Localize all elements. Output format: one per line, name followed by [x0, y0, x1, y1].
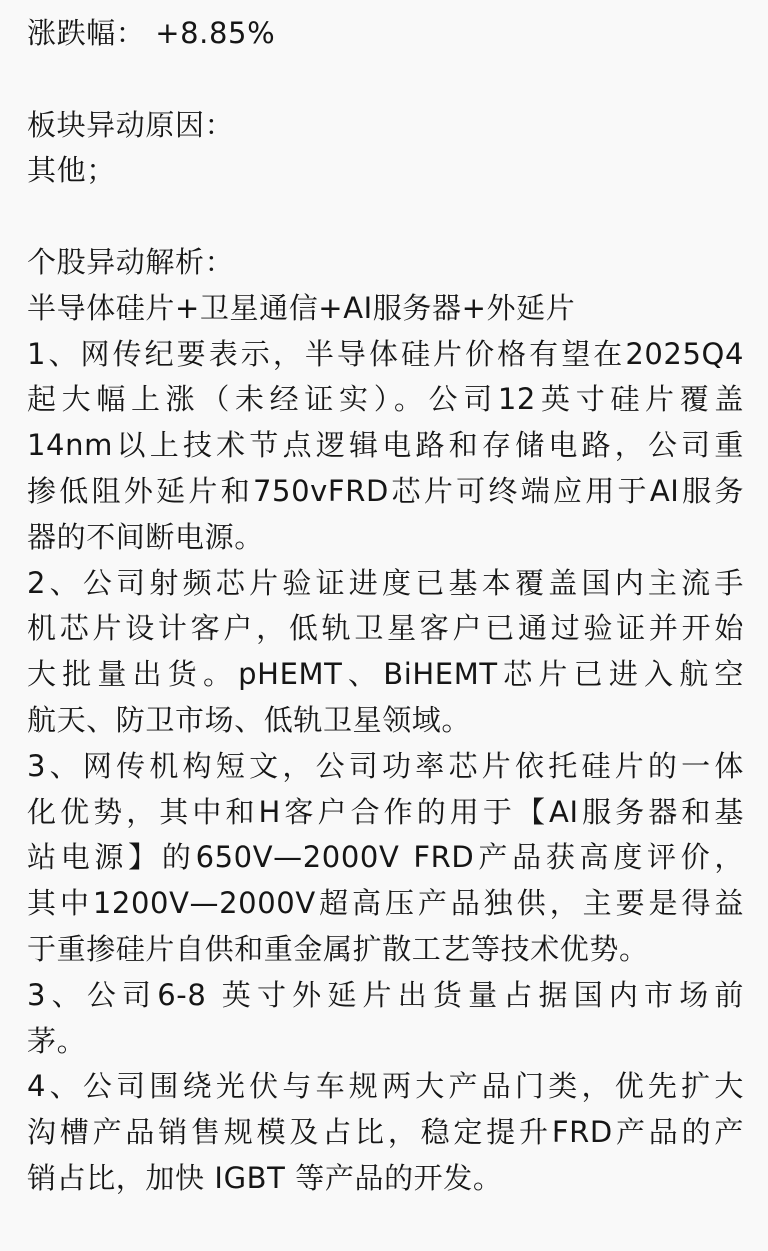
paragraph-line: 化优势，其中和H客户合作的用于【AI服务器和基 [27, 794, 744, 829]
paragraph-line: 起大幅上涨（未经证实）。公司12英寸硅片覆盖 [27, 382, 744, 417]
paragraph-line: 茅。 [27, 1023, 87, 1058]
paragraph-line: 其中1200V—2000V超高压产品独供，主要是得益 [27, 886, 744, 921]
analysis-item-1 [27, 332, 744, 561]
paragraph-line: 销占比，加快 IGBT 等产品的开发。 [27, 1160, 503, 1195]
paragraph-line: 于重掺硅片自供和重金属扩散工艺等技术优势。 [27, 931, 649, 966]
paragraph-line: 航天、防卫市场、低轨卫星领域。 [27, 702, 472, 737]
paragraph-line: 掺低阻外延片和750vFRD芯片可终端应用于AI服务 [27, 473, 744, 508]
price-change: 涨跌幅： +8.85% [27, 16, 276, 50]
analysis-item-4 [27, 973, 744, 1065]
paragraph-line: 1、网传纪要表示，半导体硅片价格有望在2025Q4 [27, 336, 744, 371]
analysis-item-2 [27, 561, 744, 744]
spacer [27, 194, 744, 240]
analysis-item-3 [27, 744, 744, 973]
stock-analysis-label: 个股异动解析： [27, 244, 235, 279]
paragraph-line: 4、公司围绕光伏与车规两大产品门类，优先扩大 [27, 1069, 744, 1104]
sector-reason-label: 板块异动原因： [27, 107, 235, 142]
concept-tags: 半导体硅片+卫星通信+AI服务器+外延片 [27, 290, 576, 325]
paragraph-line: 大批量出货。pHEMT、BiHEMT芯片已进入航空 [27, 657, 744, 692]
sector-reason-value: 其他； [27, 153, 116, 188]
paragraph-line: 机芯片设计客户，低轨卫星客户已通过验证并开始 [27, 611, 744, 646]
paragraph-line: 14nm以上技术节点逻辑电路和存储电路，公司重 [27, 428, 744, 463]
analysis-item-5 [27, 1064, 744, 1201]
spacer [27, 57, 744, 103]
paragraph-line: 3、网传机构短文，公司功率芯片依托硅片的一体 [27, 748, 744, 783]
paragraph-line: 3、公司6-8 英寸外延片出货量占据国内市场前 [27, 977, 744, 1012]
paragraph-line: 2、公司射频芯片验证进度已基本覆盖国内主流手 [27, 565, 744, 600]
paragraph-line: 器的不间断电源。 [27, 519, 264, 554]
paragraph-line: 站电源】的650V—2000V FRD产品获高度评价， [27, 840, 744, 875]
paragraph-line: 沟槽产品销售规模及占比，稳定提升FRD产品的产 [27, 1115, 744, 1150]
